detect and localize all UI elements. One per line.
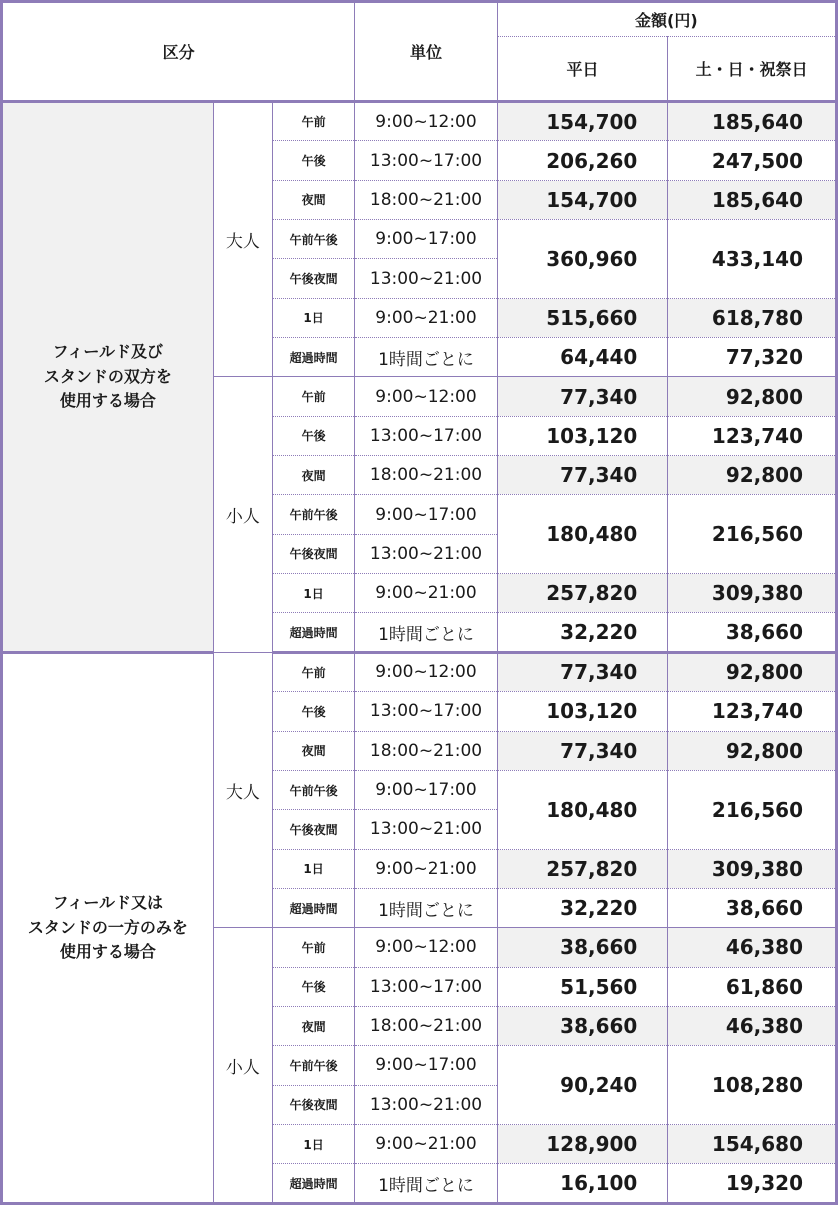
period-label: 1日	[272, 849, 354, 888]
weekend-price: 618,780	[668, 298, 837, 337]
weekday-price: 103,120	[497, 416, 668, 455]
period-label: 午後夜間	[272, 810, 354, 849]
time-range: 18:00~21:00	[355, 1006, 498, 1045]
weekday-price: 154,700	[497, 102, 668, 141]
weekend-price: 309,380	[668, 574, 837, 613]
time-range: 13:00~17:00	[355, 416, 498, 455]
period-label: 午前午後	[272, 495, 354, 534]
unit-header: 単位	[355, 2, 498, 102]
weekend-price: 92,800	[668, 456, 837, 495]
weekday-price: 77,340	[497, 456, 668, 495]
weekend-price: 38,660	[668, 613, 837, 652]
weekday-price: 77,340	[497, 377, 668, 416]
weekend-price: 247,500	[668, 141, 837, 180]
period-label: 午後	[272, 967, 354, 1006]
section-label-line: スタンドの双方を	[43, 366, 172, 386]
section-label	[2, 102, 214, 653]
weekday-price: 206,260	[497, 141, 668, 180]
time-range: 9:00~21:00	[355, 1124, 498, 1163]
weekend-header: 土・日・祝祭日	[668, 37, 837, 102]
table-header	[2, 2, 837, 102]
weekday-price: 360,960	[497, 220, 668, 299]
weekend-price: 123,740	[668, 692, 837, 731]
weekday-price: 154,700	[497, 180, 668, 219]
weekday-price: 51,560	[497, 967, 668, 1006]
table-row	[2, 652, 837, 691]
period-label: 1日	[272, 298, 354, 337]
time-range: 1時間ごとに	[355, 888, 498, 927]
time-range: 18:00~21:00	[355, 731, 498, 770]
time-range: 9:00~12:00	[355, 652, 498, 691]
weekday-price: 515,660	[497, 298, 668, 337]
period-label: 超過時間	[272, 613, 354, 652]
weekday-price: 90,240	[497, 1046, 668, 1125]
period-label: 夜間	[272, 456, 354, 495]
weekend-price: 19,320	[668, 1164, 837, 1204]
time-range: 1時間ごとに	[355, 338, 498, 377]
period-label: 午前午後	[272, 220, 354, 259]
age-label: 大人	[213, 102, 272, 377]
weekday-price: 32,220	[497, 888, 668, 927]
time-range: 13:00~21:00	[355, 259, 498, 298]
weekday-price: 257,820	[497, 849, 668, 888]
period-label: 午後	[272, 692, 354, 731]
period-label: 午後	[272, 141, 354, 180]
age-label: 大人	[213, 652, 272, 927]
amount-header: 金額(円)	[497, 2, 836, 37]
section-label-line: 使用する場合	[59, 391, 156, 411]
weekend-price: 46,380	[668, 928, 837, 967]
section-label-line: 使用する場合	[59, 942, 156, 962]
period-label: 夜間	[272, 1006, 354, 1045]
weekday-price: 38,660	[497, 1006, 668, 1045]
time-range: 9:00~17:00	[355, 495, 498, 534]
time-range: 9:00~21:00	[355, 574, 498, 613]
period-label: 超過時間	[272, 1164, 354, 1204]
time-range: 13:00~21:00	[355, 1085, 498, 1124]
period-label: 超過時間	[272, 888, 354, 927]
time-range: 13:00~17:00	[355, 141, 498, 180]
weekend-price: 185,640	[668, 180, 837, 219]
period-label: 午前	[272, 102, 354, 141]
section-label-line: フィールド又は	[52, 892, 164, 912]
weekend-price: 38,660	[668, 888, 837, 927]
time-range: 9:00~21:00	[355, 298, 498, 337]
time-range: 1時間ごとに	[355, 613, 498, 652]
weekday-header: 平日	[497, 37, 668, 102]
period-label: 夜間	[272, 731, 354, 770]
weekday-price: 77,340	[497, 652, 668, 691]
weekend-price: 92,800	[668, 731, 837, 770]
section-label-line: スタンドの一方のみを	[27, 917, 188, 937]
weekend-price: 185,640	[668, 102, 837, 141]
weekday-price: 128,900	[497, 1124, 668, 1163]
period-label: 午前	[272, 652, 354, 691]
table-body	[2, 102, 837, 1204]
time-range: 9:00~12:00	[355, 377, 498, 416]
period-label: 1日	[272, 574, 354, 613]
period-label: 午前午後	[272, 770, 354, 809]
section-label	[2, 652, 214, 1203]
period-label: 午前午後	[272, 1046, 354, 1085]
table-row	[2, 102, 837, 141]
time-range: 9:00~21:00	[355, 849, 498, 888]
weekend-price: 77,320	[668, 338, 837, 377]
kubun-header: 区分	[2, 2, 355, 102]
weekday-price: 77,340	[497, 731, 668, 770]
period-label: 超過時間	[272, 338, 354, 377]
age-label: 小人	[213, 928, 272, 1204]
weekday-price: 180,480	[497, 770, 668, 849]
weekend-price: 92,800	[668, 377, 837, 416]
time-range: 18:00~21:00	[355, 180, 498, 219]
time-range: 9:00~17:00	[355, 220, 498, 259]
time-range: 13:00~21:00	[355, 534, 498, 573]
weekend-price: 108,280	[668, 1046, 837, 1125]
weekend-price: 46,380	[668, 1006, 837, 1045]
period-label: 午前	[272, 377, 354, 416]
weekday-price: 32,220	[497, 613, 668, 652]
weekend-price: 216,560	[668, 495, 837, 574]
period-label: 夜間	[272, 180, 354, 219]
period-label: 午後夜間	[272, 1085, 354, 1124]
time-range: 13:00~21:00	[355, 810, 498, 849]
header-row-1	[2, 2, 837, 37]
period-label: 午後夜間	[272, 259, 354, 298]
period-label: 1日	[272, 1124, 354, 1163]
time-range: 9:00~17:00	[355, 770, 498, 809]
period-label: 午前	[272, 928, 354, 967]
weekday-price: 257,820	[497, 574, 668, 613]
section-label-line: フィールド及び	[52, 341, 164, 361]
weekday-price: 16,100	[497, 1164, 668, 1204]
weekend-price: 154,680	[668, 1124, 837, 1163]
weekend-price: 123,740	[668, 416, 837, 455]
time-range: 9:00~17:00	[355, 1046, 498, 1085]
time-range: 13:00~17:00	[355, 692, 498, 731]
time-range: 9:00~12:00	[355, 102, 498, 141]
age-label: 小人	[213, 377, 272, 652]
period-label: 午後	[272, 416, 354, 455]
weekday-price: 64,440	[497, 338, 668, 377]
weekend-price: 309,380	[668, 849, 837, 888]
time-range: 9:00~12:00	[355, 928, 498, 967]
period-label: 午後夜間	[272, 534, 354, 573]
time-range: 18:00~21:00	[355, 456, 498, 495]
weekday-price: 180,480	[497, 495, 668, 574]
weekend-price: 61,860	[668, 967, 837, 1006]
weekend-price: 216,560	[668, 770, 837, 849]
weekend-price: 433,140	[668, 220, 837, 299]
weekday-price: 103,120	[497, 692, 668, 731]
time-range: 13:00~17:00	[355, 967, 498, 1006]
time-range: 1時間ごとに	[355, 1164, 498, 1204]
weekday-price: 38,660	[497, 928, 668, 967]
weekend-price: 92,800	[668, 652, 837, 691]
